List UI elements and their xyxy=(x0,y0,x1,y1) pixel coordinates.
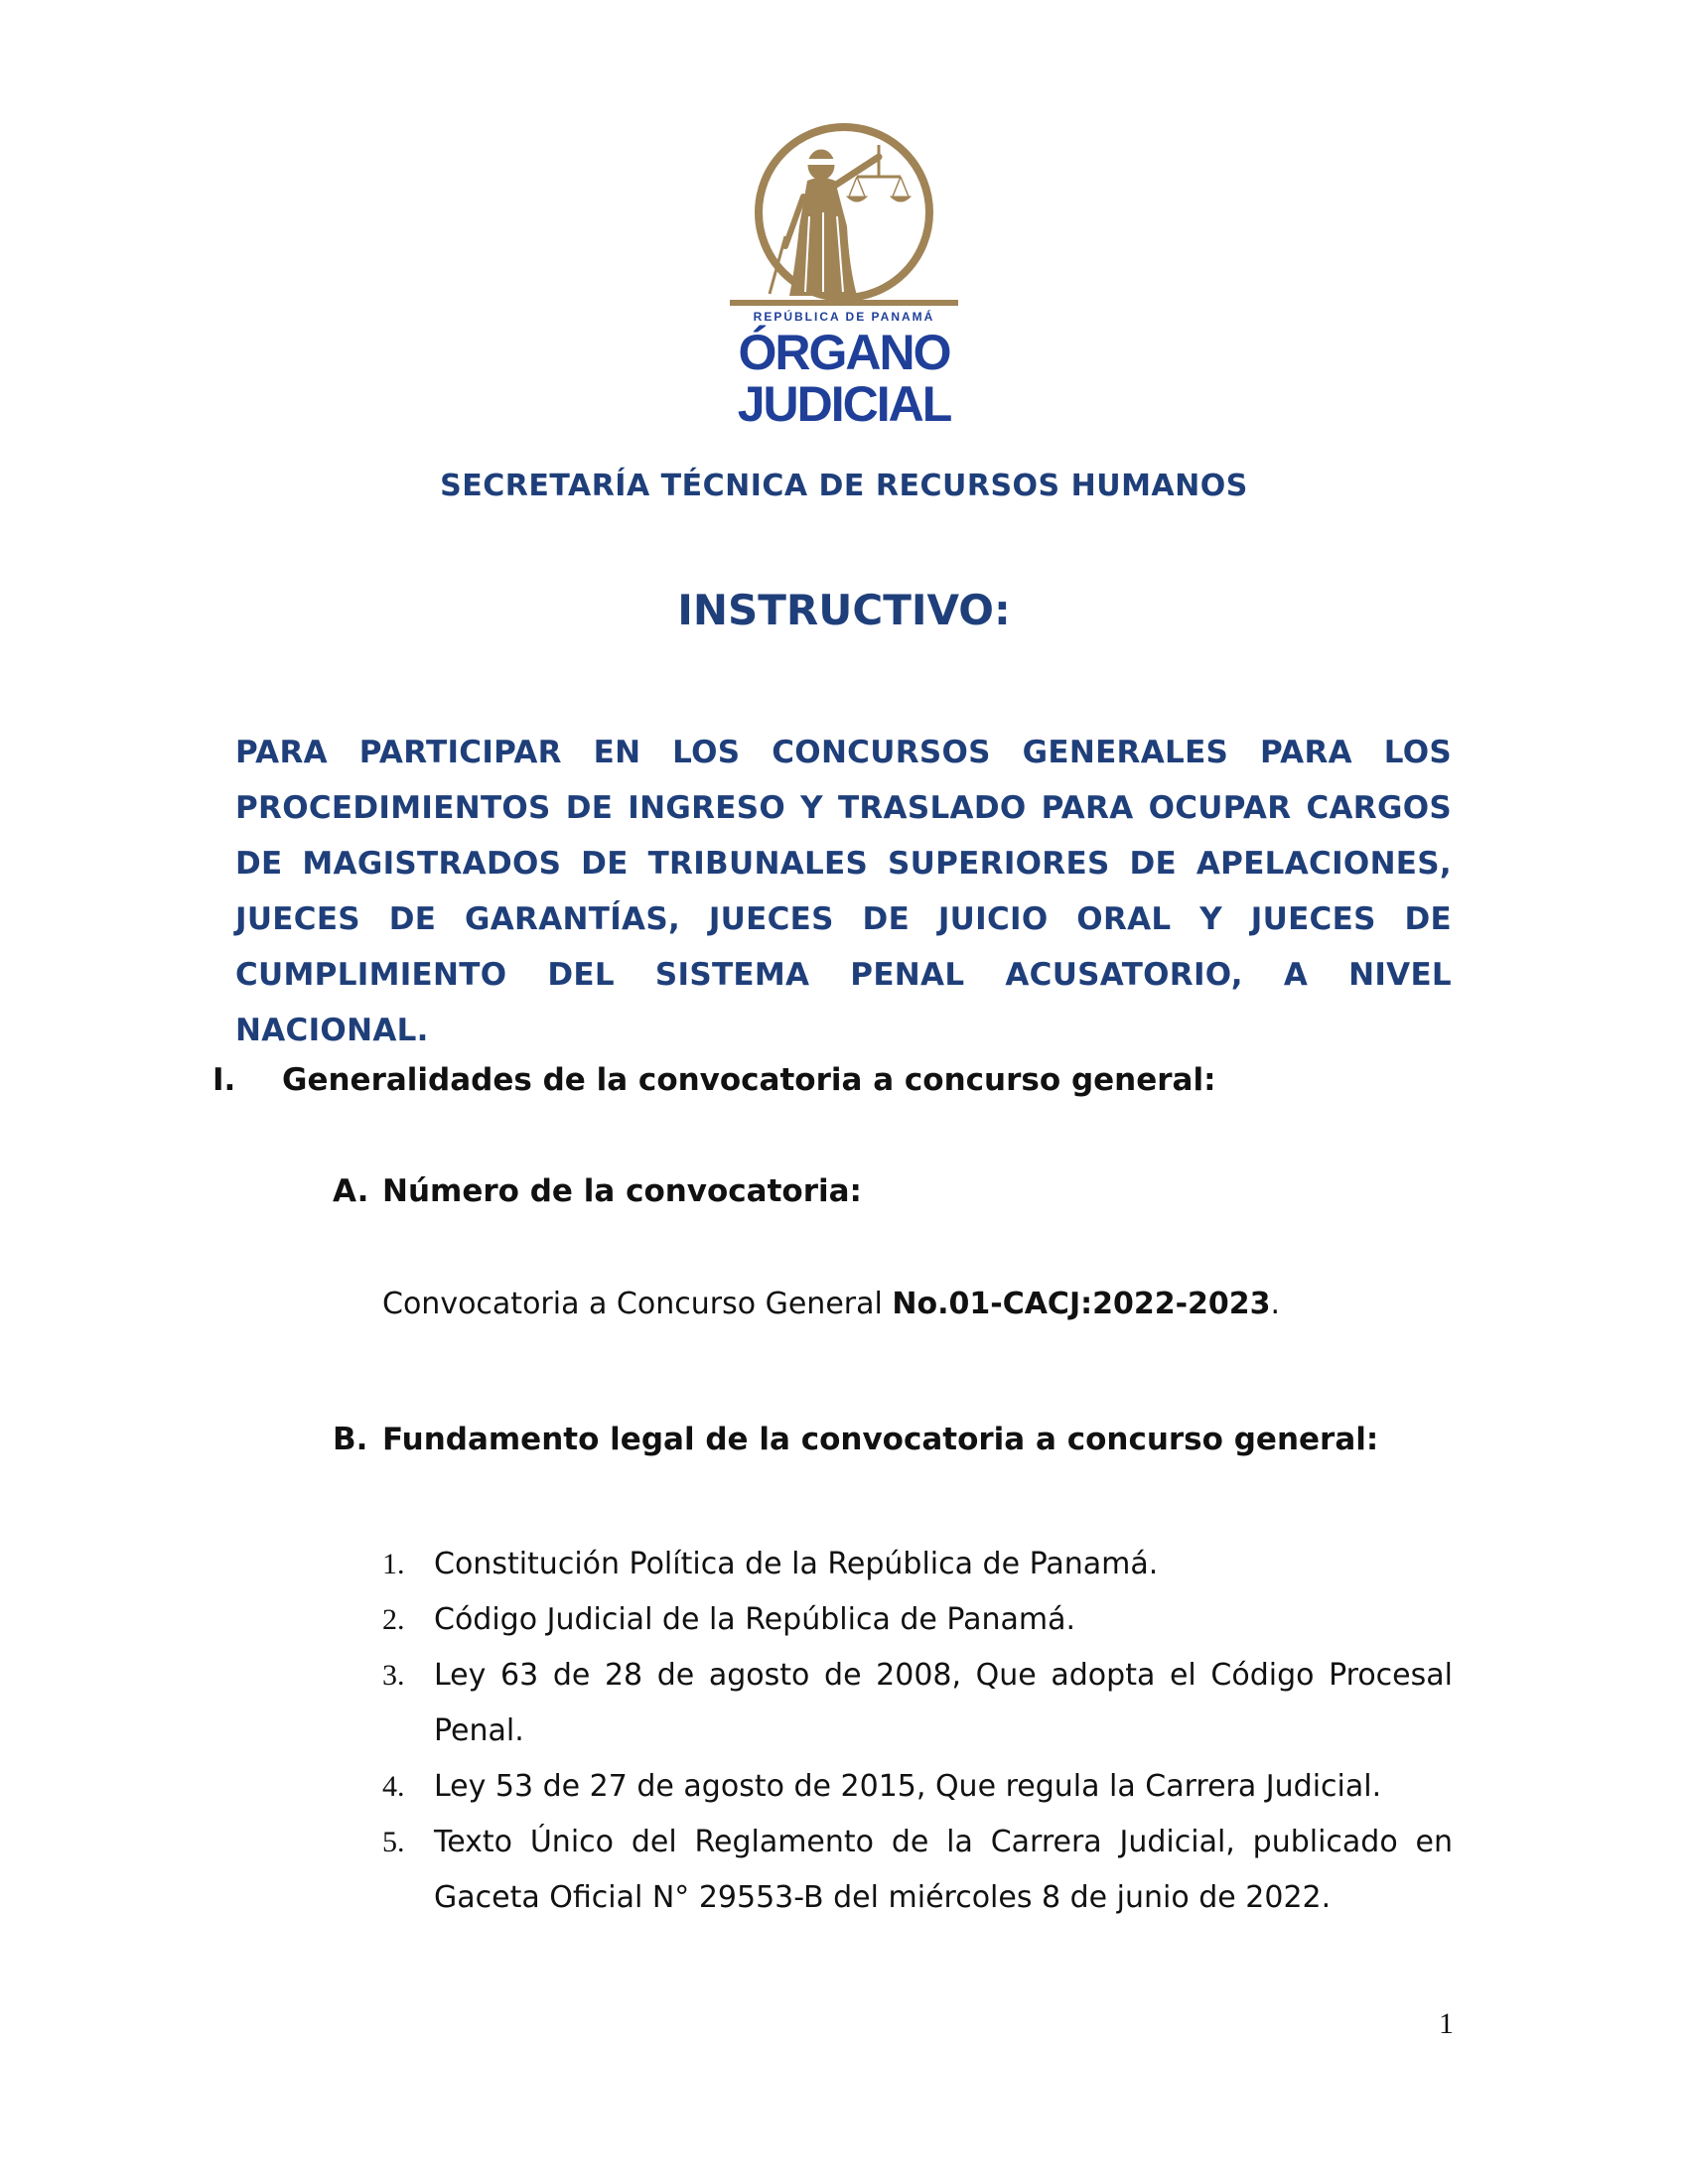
convocatoria-number-text xyxy=(382,1287,1280,1321)
list-item xyxy=(382,1759,1453,1815)
convocatoria-prefix: Convocatoria a Concurso General xyxy=(382,1287,893,1321)
list-item xyxy=(382,1537,1453,1592)
svg-text:JUDICIAL: JUDICIAL xyxy=(737,376,951,432)
list-item-text: Código Judicial de la República de Panamá. xyxy=(434,1602,1076,1637)
convocatoria-code: No.01-CACJ:2022-2023 xyxy=(892,1287,1271,1321)
list-item-number: 2. xyxy=(382,1603,405,1636)
list-item-text: Constitución Política de la República de Panamá. xyxy=(434,1547,1159,1581)
justice-emblem-icon xyxy=(730,117,958,435)
list-item xyxy=(382,1592,1453,1648)
section-1-title: Generalidades de la convocatoria a concurso general: xyxy=(282,1062,1216,1098)
page-number: 1 xyxy=(1439,2007,1454,2040)
organo-judicial-logo xyxy=(730,117,958,435)
svg-text:ÓRGANO: ÓRGANO xyxy=(738,325,950,380)
department-heading: SECRETARÍA TÉCNICA DE RECURSOS HUMANOS xyxy=(440,469,1248,503)
svg-text:REPÚBLICA DE PANAMÁ: REPÚBLICA DE PANAMÁ xyxy=(753,310,935,324)
convocatoria-suffix: . xyxy=(1270,1287,1281,1321)
document-title: INSTRUCTIVO: xyxy=(677,586,1011,634)
section-a-letter: A. xyxy=(333,1173,369,1209)
list-item-number: 3. xyxy=(382,1659,405,1692)
list-item xyxy=(382,1815,1453,1926)
list-item-text: Ley 63 de 28 de agosto de 2008, Que adopta el Código Procesal Penal. xyxy=(434,1658,1453,1748)
section-a-title: Número de la convocatoria: xyxy=(382,1173,862,1209)
document-subject: PARA PARTICIPAR EN LOS CONCURSOS GENERALES PARA LOS PROCEDIMIENTOS DE INGRESO Y TRASLADO PARA OCUPAR CARGOS DE MAGISTRADOS DE TRIBUNALES SUPERIORES DE APELACIONES, JUECES DE GARANTÍAS, JUECES DE JUICIO ORAL Y JUECES DE CUMPLIMIENTO DEL SISTEMA PENAL ACUSATORIO, A NIVEL NACIONAL. xyxy=(235,735,1452,1048)
list-item-text: Texto Único del Reglamento de la Carrera Judicial, publicado en Gaceta Oficial N° 29553-B del miércoles 8 de junio de 2022. xyxy=(434,1825,1453,1915)
list-item-text: Ley 53 de 27 de agosto de 2015, Que regula la Carrera Judicial. xyxy=(434,1769,1382,1804)
legal-basis-list xyxy=(382,1537,1453,1926)
list-item-number: 5. xyxy=(382,1826,405,1858)
section-b-letter: B. xyxy=(333,1422,368,1457)
section-1-number: I. xyxy=(212,1062,236,1098)
section-b-title: Fundamento legal de la convocatoria a concurso general: xyxy=(382,1422,1379,1457)
list-item xyxy=(382,1648,1453,1759)
list-item-number: 1. xyxy=(382,1548,405,1580)
list-item-number: 4. xyxy=(382,1770,405,1803)
